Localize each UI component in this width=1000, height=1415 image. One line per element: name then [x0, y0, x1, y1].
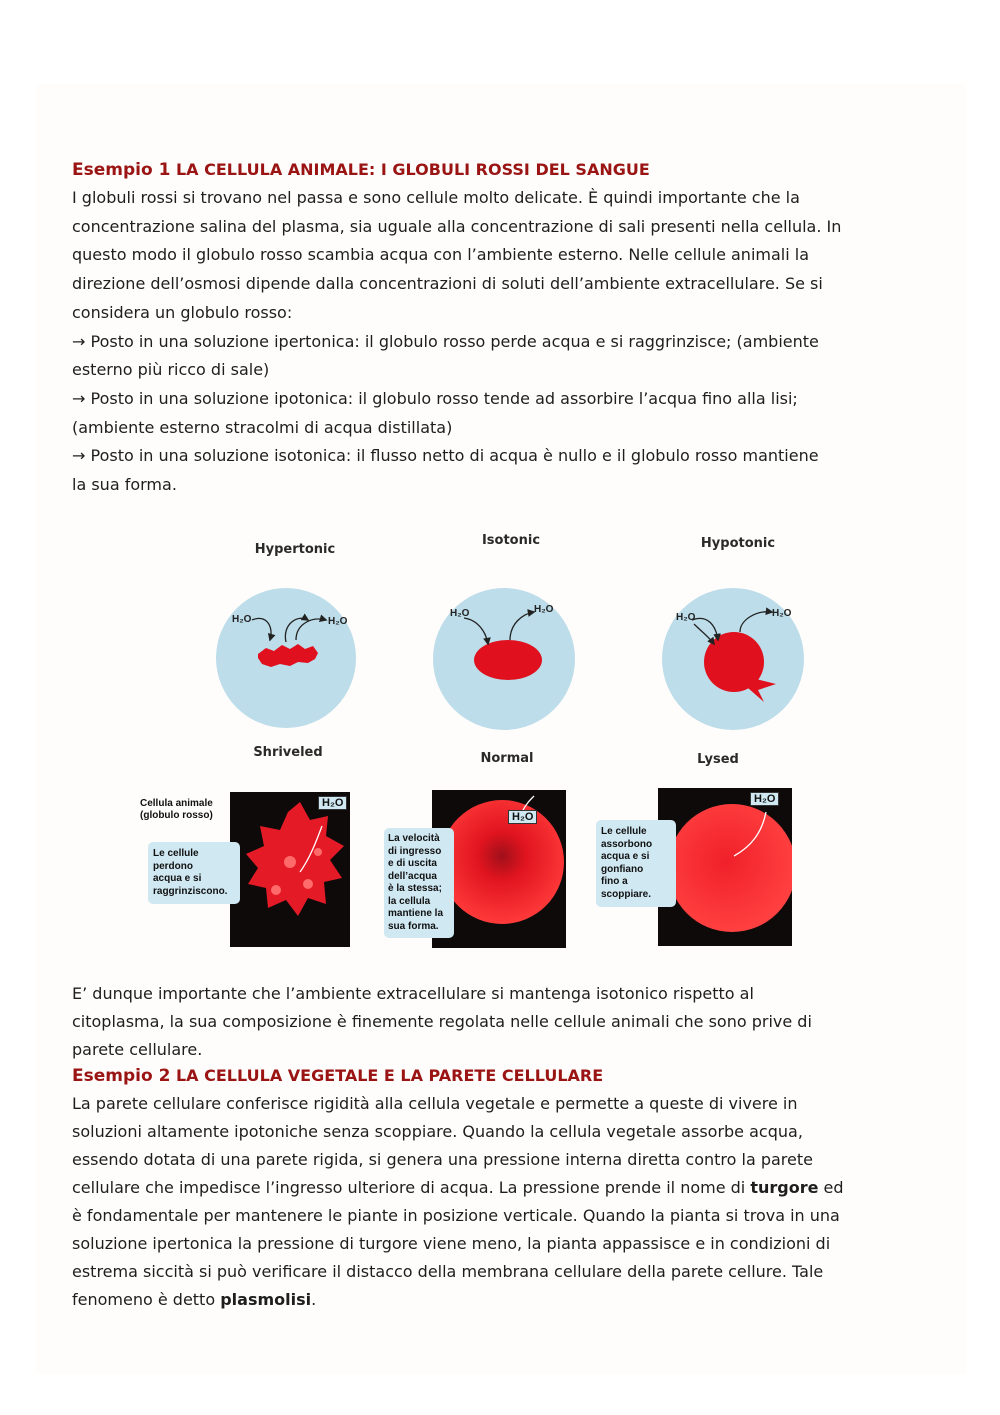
section2-heading-title: LA CELLULA VEGETALE E LA PARETE CELLULARE: [175, 1066, 604, 1085]
box-line: acqua e si: [601, 851, 650, 862]
section1-heading: [72, 160, 650, 180]
photo-water-label: H₂O: [508, 810, 537, 824]
text-line: estrema siccità si può verificare il distacco della membrana cellulare della parete cellure. Tale: [72, 1262, 824, 1281]
osmosis-figure: [130, 528, 830, 968]
normal-info-box: [384, 828, 454, 938]
text-line: questo modo il globulo rosso scambia acqua con l’ambiente esterno. Nelle cellule animali la: [72, 245, 810, 265]
photo-water-label: H₂O: [318, 796, 347, 810]
section1-paragraph: [72, 184, 880, 500]
label-lysed: Lysed: [697, 752, 739, 767]
caption-animal-cell: [140, 798, 213, 822]
osmosis-diagram: [130, 528, 830, 738]
text-line: [72, 1286, 862, 1314]
term-turgore: turgore: [750, 1178, 819, 1197]
water-label: H₂O: [534, 604, 554, 615]
section1-heading-title: LA CELLULA ANIMALE: I GLOBULI ROSSI DEL SANGUE: [175, 160, 650, 179]
water-label: H₂O: [772, 608, 792, 619]
box-line: mantiene la: [388, 908, 444, 919]
box-line: la cellula: [388, 895, 431, 907]
label-hypotonic: Hypotonic: [700, 536, 776, 551]
box-line: di ingresso: [388, 845, 442, 857]
box-line: La velocità: [388, 833, 440, 844]
section2-paragraph: [72, 1090, 862, 1314]
section1-heading-prefix: Esempio 1: [72, 160, 171, 180]
shriveled-info-box: [148, 842, 240, 904]
term-plasmolisi: plasmolisi: [220, 1290, 312, 1309]
label-hypertonic: Hypertonic: [254, 542, 336, 557]
box-line: assorbono: [601, 838, 653, 850]
box-line: sua forma.: [388, 920, 439, 932]
text-fragment: ed: [818, 1178, 844, 1197]
box-line: gonfiano: [601, 863, 644, 875]
text-line: soluzioni altamente ipotoniche senza scoppiare. Quando la cellula vegetale assorbe acqua,: [72, 1122, 803, 1141]
water-label: H₂O: [450, 608, 470, 619]
text-fragment: .: [311, 1290, 317, 1309]
text-line: → Posto in una soluzione ipotonica: il globulo rosso tende ad assorbire l’acqua fino alla lisi;: [72, 388, 798, 408]
caption-line: (globulo rosso): [140, 810, 213, 821]
caption-line: Cellula animale: [140, 798, 213, 809]
text-line: la sua forma.: [72, 475, 177, 495]
section2-heading: [72, 1066, 603, 1086]
label-shriveled: Shriveled: [253, 745, 323, 760]
text-line: esterno più ricco di sale): [72, 360, 270, 380]
text-fragment: cellulare che impedisce l’ingresso ulteriore di acqua. La pressione prende il nome di: [72, 1178, 746, 1197]
water-label: H₂O: [328, 616, 348, 627]
isotonic-solution: [433, 588, 575, 730]
text-line: → Posto in una soluzione isotonica: il flusso netto di acqua è nullo e il globulo rosso mantiene: [72, 446, 819, 466]
box-line: acqua e si: [153, 873, 202, 884]
lysed-photo: [658, 788, 792, 946]
box-line: è la stessa;: [388, 883, 442, 894]
box-line: perdono: [153, 860, 193, 872]
label-isotonic: Isotonic: [481, 533, 541, 548]
text-line: E’ dunque importante che l’ambiente extracellulare si mantenga isotonico rispetto al: [72, 984, 754, 1003]
box-line: scoppiare.: [601, 888, 652, 900]
text-line: (ambiente esterno stracolmi di acqua distillata): [72, 417, 453, 437]
text-line: parete cellulare.: [72, 1040, 203, 1059]
normal-cell-icon: [474, 640, 542, 680]
water-label: H₂O: [676, 612, 696, 623]
text-line: concentrazione salina del plasma, sia uguale alla concentrazione di sali presenti nella cellula. In: [72, 216, 842, 236]
box-line: raggrinziscono.: [153, 885, 228, 897]
text-line: La parete cellulare conferisce rigidità alla cellula vegetale e permette a queste di vivere in: [72, 1094, 798, 1113]
text-line: è fondamentale per mantenere le piante in posizione verticale. Quando la pianta si trova in una: [72, 1206, 840, 1225]
box-line: dell’acqua: [388, 870, 437, 882]
conclusion-paragraph: [72, 980, 862, 1064]
text-line: soluzione ipertonica la pressione di turgore viene meno, la pianta appassisce e in condizioni di: [72, 1234, 831, 1253]
box-line: e di uscita: [388, 858, 437, 869]
text-line: → Posto in una soluzione ipertonica: il globulo rosso perde acqua e si raggrinzisce; (ambiente: [72, 331, 819, 351]
section2-heading-prefix: Esempio 2: [72, 1066, 171, 1086]
text-line: direzione dell’osmosi dipende dalla concentrazioni di soluti dell’ambiente extracellulare. Se si: [72, 274, 823, 294]
text-line: citoplasma, la sua composizione è finemente regolata nelle cellule animali che sono prive di: [72, 1012, 812, 1031]
photo-water-label: H₂O: [750, 792, 779, 806]
shriveled-photo: [230, 792, 350, 947]
box-line: fino a: [601, 876, 628, 887]
text-line: considera un globulo rosso:: [72, 302, 293, 322]
hypertonic-solution: [216, 588, 356, 728]
label-normal: Normal: [480, 751, 534, 766]
text-line: I globuli rossi si trovano nel passa e sono cellule molto delicate. È quindi importante che la: [72, 188, 800, 207]
water-label: H₂O: [232, 614, 252, 625]
text-line: [72, 1174, 862, 1202]
hypotonic-solution: [662, 588, 804, 730]
text-fragment: fenomeno è detto: [72, 1290, 216, 1309]
text-line: essendo dotata di una parete rigida, si genera una pressione interna diretta contro la parete: [72, 1150, 813, 1169]
box-line: Le cellule: [601, 826, 647, 837]
lysed-info-box: [596, 820, 676, 907]
box-line: Le cellule: [153, 848, 199, 859]
